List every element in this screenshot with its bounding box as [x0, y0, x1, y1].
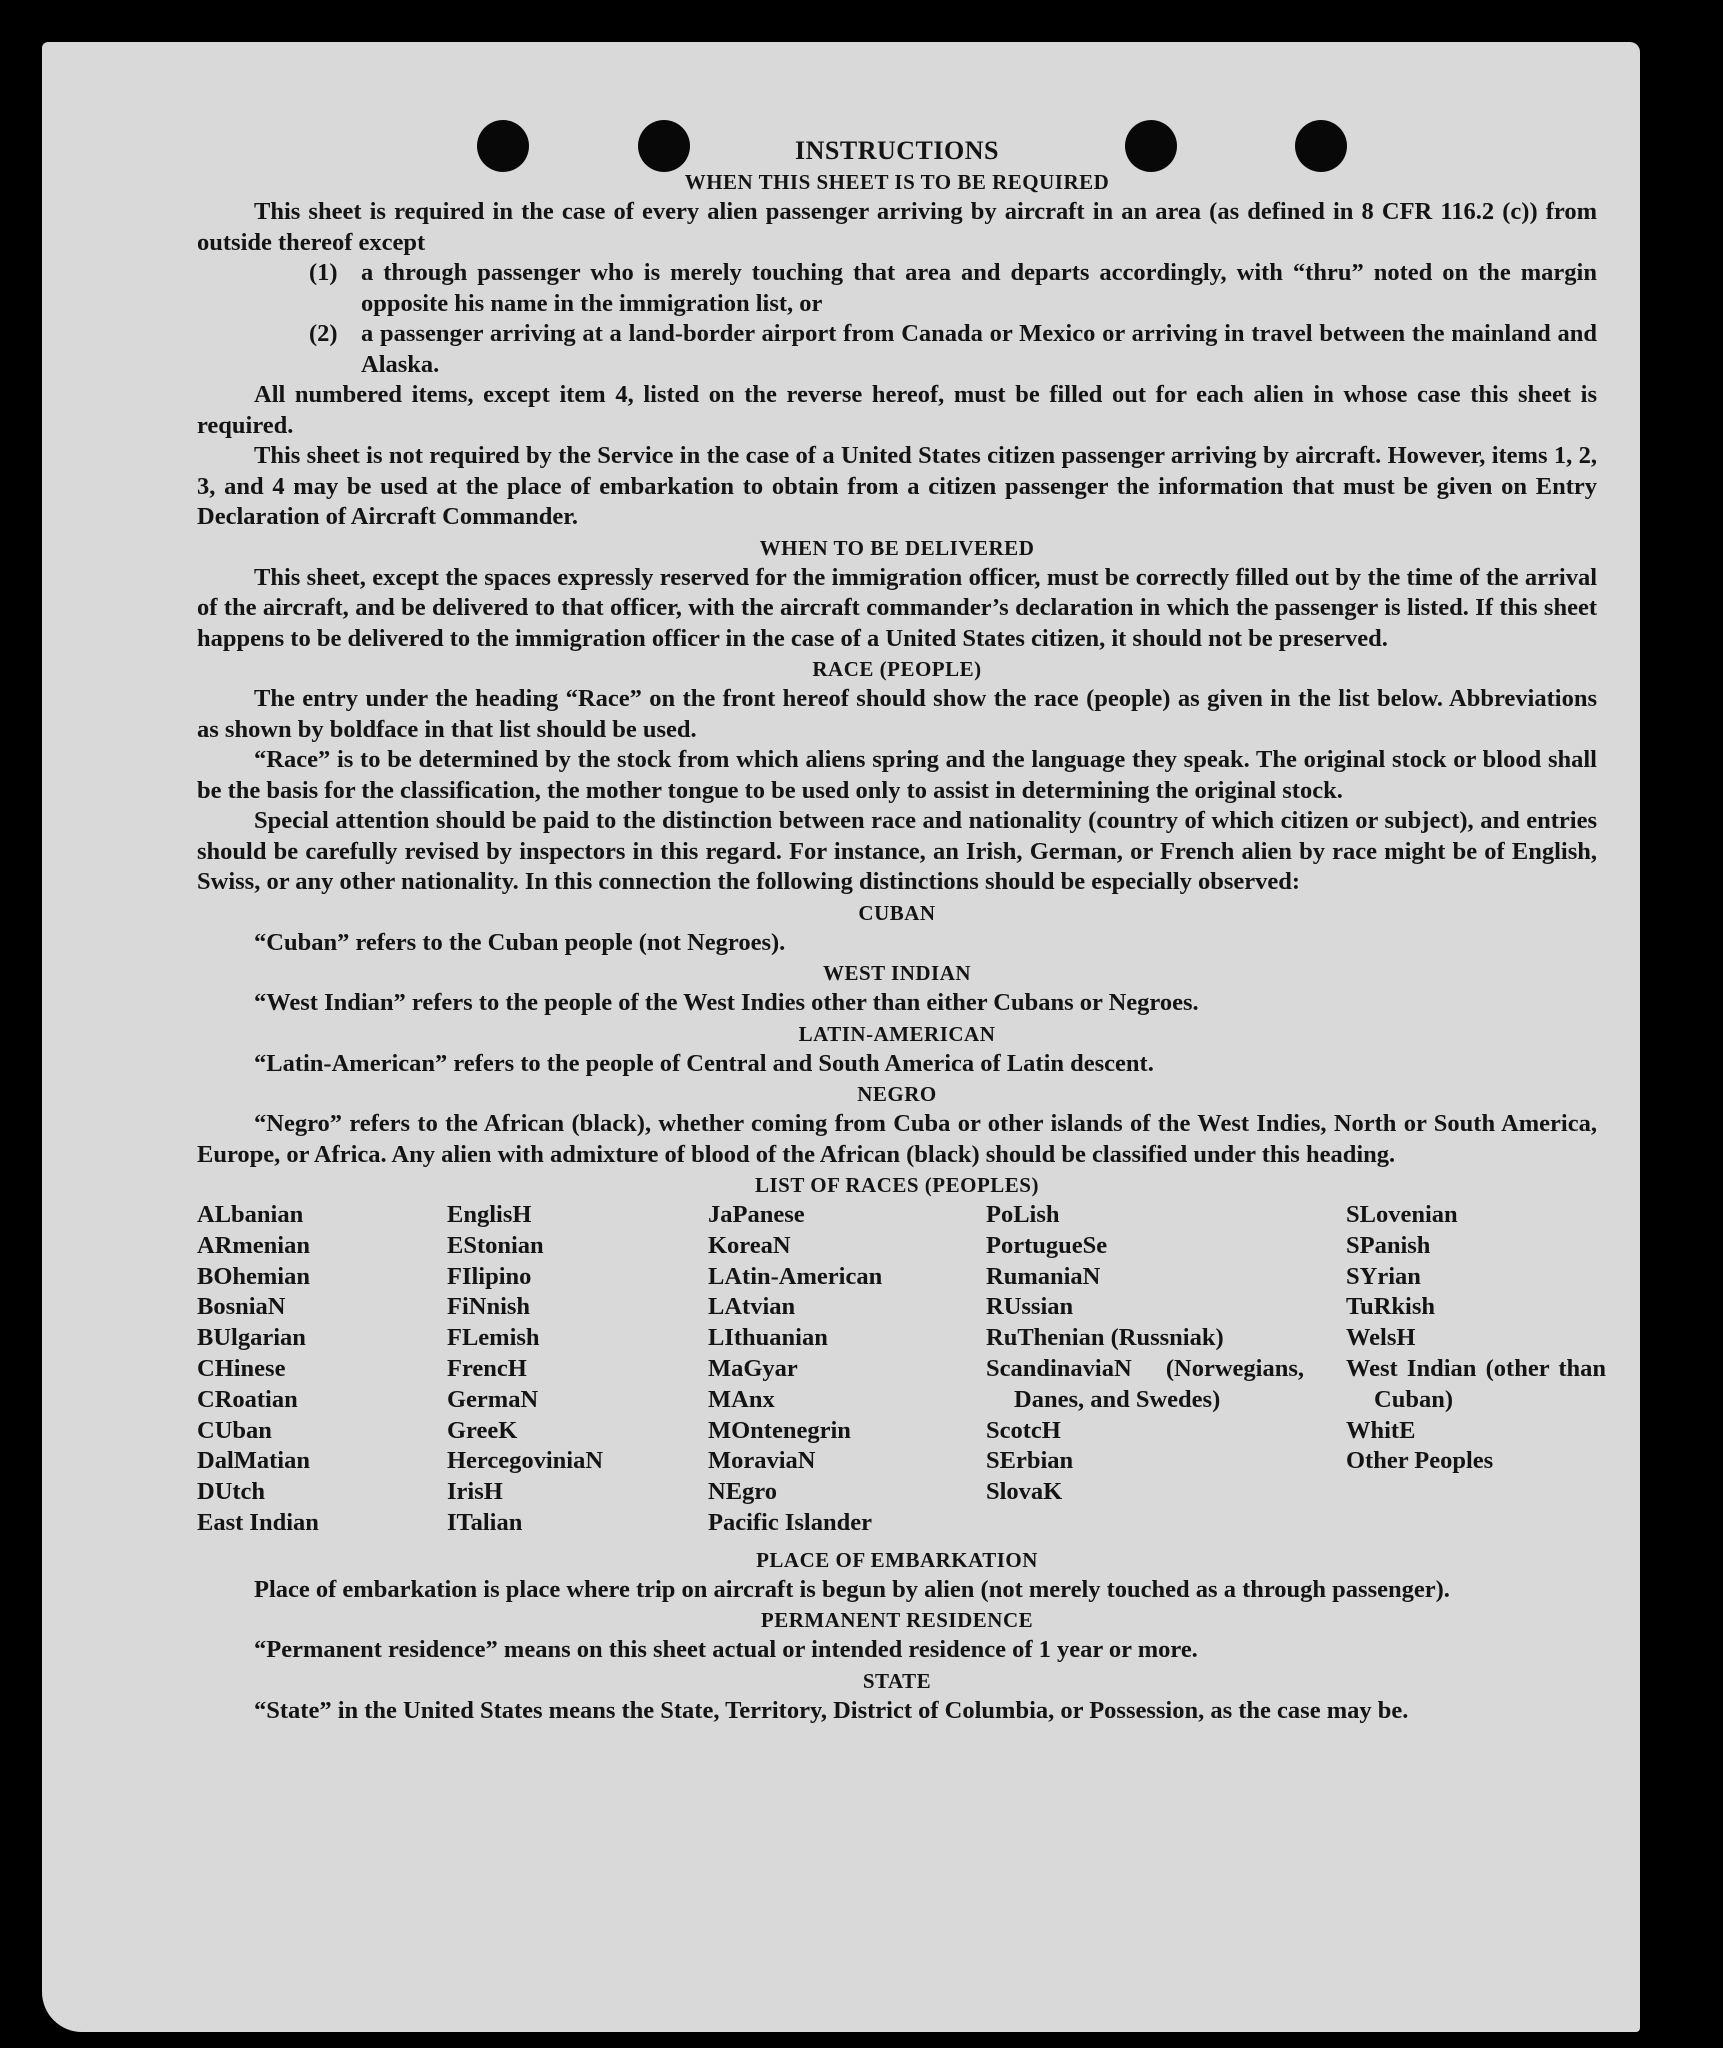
race-item: PoLish — [986, 1201, 1060, 1228]
section-heading-west-indian: WEST INDIAN — [822, 961, 972, 985]
section-heading-race: RACE (PEOPLE) — [812, 657, 982, 681]
races-column — [986, 1200, 1346, 1539]
races-list — [197, 1200, 1606, 1539]
section-heading-latin-american: LATIN-AMERICAN — [798, 1021, 996, 1046]
paragraph: “West Indian” refers to the people of the West Indies other than either Cubans or Negroes. — [254, 989, 1199, 1016]
item-number: (2) — [309, 320, 338, 347]
race-item: PortugueSe — [986, 1231, 1108, 1259]
races-column — [447, 1200, 708, 1539]
paragraph: Special attention should be paid to the distinction between race and nationality (country of which citizen or subject), and entries should be carefully revised by inspectors in this regard. For instance, an Irish, German, or French alien by race might be of English, Swiss, or any other nationality. In this connection the following distinctions should be especially observed: — [197, 807, 1597, 895]
paragraph: “Race” is to be determined by the stock from which aliens spring and the language they speak. The original stock or blood shall be the basis for the classification, the mother tongue to be used only to assist in determining the original stock. — [197, 746, 1597, 804]
race-item: MOntenegrin — [708, 1416, 851, 1444]
race-item: Other Peoples — [1346, 1447, 1494, 1475]
race-item: LIthuanian — [708, 1324, 828, 1352]
race-item: SLovenian — [1346, 1201, 1458, 1228]
race-item: RuThenian (Russniak) — [986, 1324, 1224, 1352]
race-item: NEgro — [708, 1478, 777, 1506]
section-heading-delivered: WHEN TO BE DELIVERED — [759, 535, 1035, 560]
section-heading-cuban: CUBAN — [858, 900, 936, 925]
race-item: BUlgarian — [197, 1324, 306, 1352]
race-item: DalMatian — [197, 1447, 310, 1475]
race-item: JaPanese — [708, 1201, 805, 1228]
race-item: GermaN — [447, 1385, 539, 1413]
item-text: a passenger arriving at a land-border airport from Canada or Mexico or arriving in travel between the mainland and Alaska. — [361, 320, 1597, 378]
paragraph: “Cuban” refers to the Cuban people (not Negroes). — [254, 928, 786, 956]
race-item: FIlipino — [447, 1262, 532, 1290]
paragraph: “State” in the United States means the State, Territory, District of Columbia, or Possession, as the case may be. — [254, 1696, 1409, 1724]
paragraph: This sheet is required in the case of every alien passenger arriving by aircraft in an area (as defined in 8 CFR 116.2 (c)) from outside thereof except — [197, 198, 1597, 256]
race-item: KoreaN — [708, 1231, 791, 1259]
page-title: INSTRUCTIONS — [795, 136, 999, 165]
paragraph: This sheet is not required by the Service in the case of a United States citizen passenger arriving by aircraft. However, items 1, 2, 3, and 4 may be used at the place of embarkation to obtain from a citizen passenger the information that must be given on Entry Declaration of Aircraft Commander. — [197, 442, 1597, 530]
race-item: CHinese — [197, 1354, 286, 1382]
section-heading-required: WHEN THIS SHEET IS TO BE REQUIRED — [684, 170, 1110, 194]
race-item: RUssian — [986, 1293, 1074, 1321]
race-item: ScandinaviaN (Norwegians, Danes, and Swedes) — [986, 1354, 1304, 1413]
section-heading-races-list: LIST OF RACES (PEOPLES) — [755, 1173, 1039, 1197]
race-item: CUban — [197, 1416, 272, 1444]
race-item: RumaniaN — [986, 1262, 1101, 1290]
races-column — [197, 1200, 447, 1539]
section-heading-embarkation: PLACE OF EMBARKATION — [756, 1547, 1038, 1572]
race-item: TuRkish — [1346, 1293, 1436, 1321]
item-text: a through passenger who is merely touching that area and departs accordingly, with “thru” noted on the margin opposite his name in the immigration list, or — [361, 259, 1597, 317]
section-heading-residence: PERMANENT RESIDENCE — [760, 1608, 1034, 1633]
race-item: BOhemian — [197, 1262, 310, 1290]
race-item: IrisH — [447, 1478, 503, 1506]
race-item: WhitE — [1346, 1416, 1416, 1444]
races-column — [1346, 1200, 1606, 1539]
paragraph: All numbered items, except item 4, listed on the reverse hereof, must be filled out for each alien in whose case this sheet is required. — [197, 381, 1597, 439]
race-item: CRoatian — [197, 1385, 298, 1413]
instructions-body — [197, 135, 1606, 1726]
race-item: MaGyar — [708, 1354, 798, 1382]
race-item: SErbian — [986, 1447, 1074, 1475]
race-item: DUtch — [197, 1478, 266, 1506]
race-item: WelsH — [1346, 1324, 1416, 1352]
paragraph: Place of embarkation is place where trip on aircraft is begun by alien (not merely touched as a through passenger). — [254, 1575, 1450, 1603]
paragraph: This sheet, except the spaces expressly reserved for the immigration officer, must be correctly filled out by the time of the arrival of the aircraft, and be delivered to that officer, with the aircraft commander’s declaration in which the passenger is listed. If this sheet happens to be delivered to the immigration officer in the case of a United States citizen, it should not be preserved. — [197, 563, 1597, 652]
race-item: ARmenian — [197, 1231, 310, 1259]
section-heading-negro: NEGRO — [857, 1082, 937, 1106]
race-item: SlovaK — [986, 1478, 1063, 1506]
paragraph: “Permanent residence” means on this sheet actual or intended residence of 1 year or more. — [254, 1636, 1198, 1664]
race-item: Pacific Islander — [708, 1508, 872, 1536]
numbered-item — [197, 319, 1597, 380]
race-item: SPanish — [1346, 1231, 1431, 1259]
race-item: ITalian — [447, 1508, 523, 1536]
race-item: EStonian — [447, 1231, 544, 1259]
race-item: LAtin-American — [708, 1262, 883, 1290]
race-item: ScotcH — [986, 1416, 1061, 1444]
race-item: West Indian (other than Cuban) — [1346, 1354, 1606, 1413]
races-column — [708, 1200, 986, 1539]
race-item: MoraviaN — [708, 1447, 816, 1475]
race-item: EnglisH — [447, 1201, 532, 1228]
race-item: SYrian — [1346, 1262, 1421, 1290]
race-item: FrencH — [447, 1354, 527, 1382]
race-item: FiNnish — [447, 1293, 531, 1321]
race-item: BosniaN — [197, 1293, 286, 1321]
race-item: GreeK — [447, 1416, 518, 1444]
numbered-item — [197, 258, 1597, 319]
paragraph: “Latin-American” refers to the people of Central and South America of Latin descent. — [254, 1049, 1154, 1077]
race-item: HercegoviniaN — [447, 1447, 604, 1475]
paragraph: The entry under the heading “Race” on the front hereof should show the race (people) as given in the list below. Abbreviations as shown by boldface in that list should be used. — [197, 685, 1597, 743]
document-sheet — [42, 42, 1640, 2032]
race-item: MAnx — [708, 1385, 775, 1413]
race-item: East Indian — [197, 1508, 319, 1536]
section-heading-state: STATE — [862, 1668, 932, 1693]
race-item: LAtvian — [708, 1293, 796, 1321]
paragraph: “Negro” refers to the African (black), whether coming from Cuba or other islands of the West Indies, North or South America, Europe, or Africa. Any alien with admixture of blood of the African (black) should be classified under this heading. — [197, 1110, 1597, 1168]
item-number: (1) — [309, 259, 338, 286]
race-item: FLemish — [447, 1324, 540, 1352]
race-item: ALbanian — [197, 1201, 304, 1228]
